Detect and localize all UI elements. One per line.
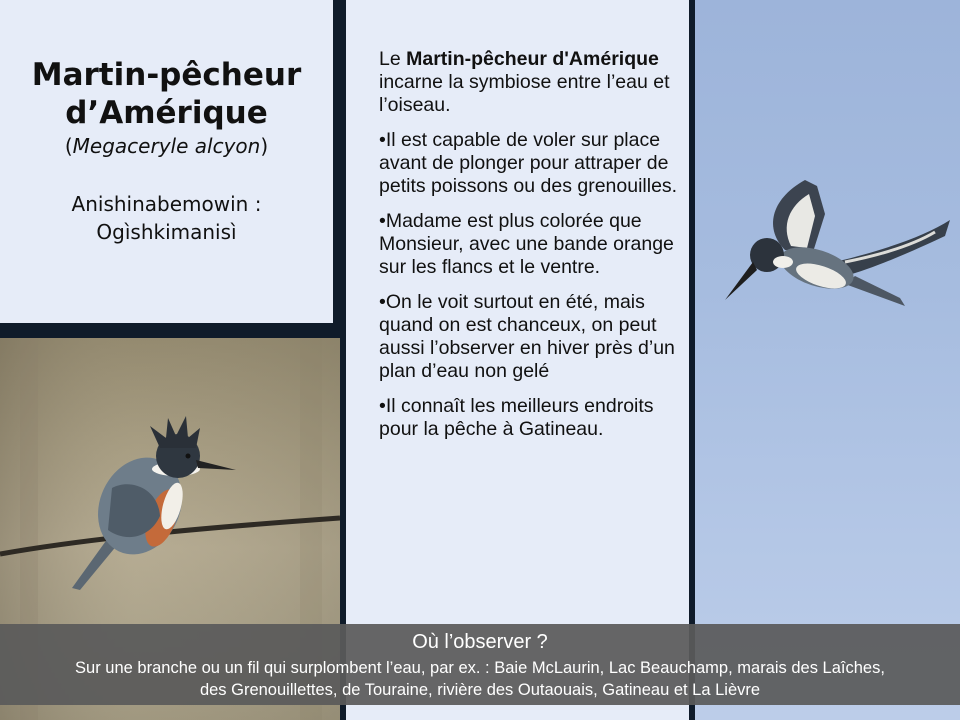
intro-paragraph [379, 48, 679, 117]
intro-suffix: incarne la symbiose entre l’eau et l’oiseau. [379, 71, 670, 116]
scientific-name-italic: Megaceryle alcyon [72, 134, 261, 158]
text-body [379, 48, 679, 453]
footer-title: Où l’observer ? [412, 631, 548, 653]
title-panel [0, 0, 333, 323]
fact-item: •On le voit surtout en été, mais quand on est chanceux, on peut aussi l’observer en hiver près d’un plan d’eau non gelé [379, 291, 675, 382]
indigenous-name: Ogìshkimanisì [96, 220, 237, 244]
fact-item: •Il connaît les meilleurs endroits pour la pêche à Gatineau. [379, 395, 654, 440]
scientific-name [0, 134, 333, 158]
footer-text [0, 657, 960, 701]
indigenous-label: Anishinabemowin : [71, 192, 262, 216]
species-title: Martin-pêcheur d’Amérique [31, 57, 302, 131]
flying-kingfisher-photo [695, 0, 960, 720]
fact-item: •Il est capable de voler sur place avant de plonger pour attraper de petits poissons ou des grenouilles. [379, 129, 678, 197]
observation-footer [0, 624, 960, 705]
intro-bold: Martin-pêcheur d'Amérique [406, 48, 659, 70]
flying-kingfisher-image [695, 0, 960, 720]
footer-line: Sur une branche ou un fil qui surplombent l’eau, par ex. : Baie McLaurin, Lac Beauchamp, marais des Laîches, [75, 659, 885, 677]
scientific-close: ) [260, 134, 269, 158]
scientific-open: ( [64, 134, 73, 158]
text-panel [346, 0, 689, 720]
indigenous-name-block [0, 190, 333, 246]
intro-prefix: Le [379, 48, 407, 70]
footer-line: des Grenouillettes, de Touraine, rivière des Outaouais, Gatineau et La Lièvre [199, 681, 761, 699]
fact-item: •Madame est plus colorée que Monsieur, avec une bande orange sur les flancs et le ventre. [379, 210, 674, 278]
